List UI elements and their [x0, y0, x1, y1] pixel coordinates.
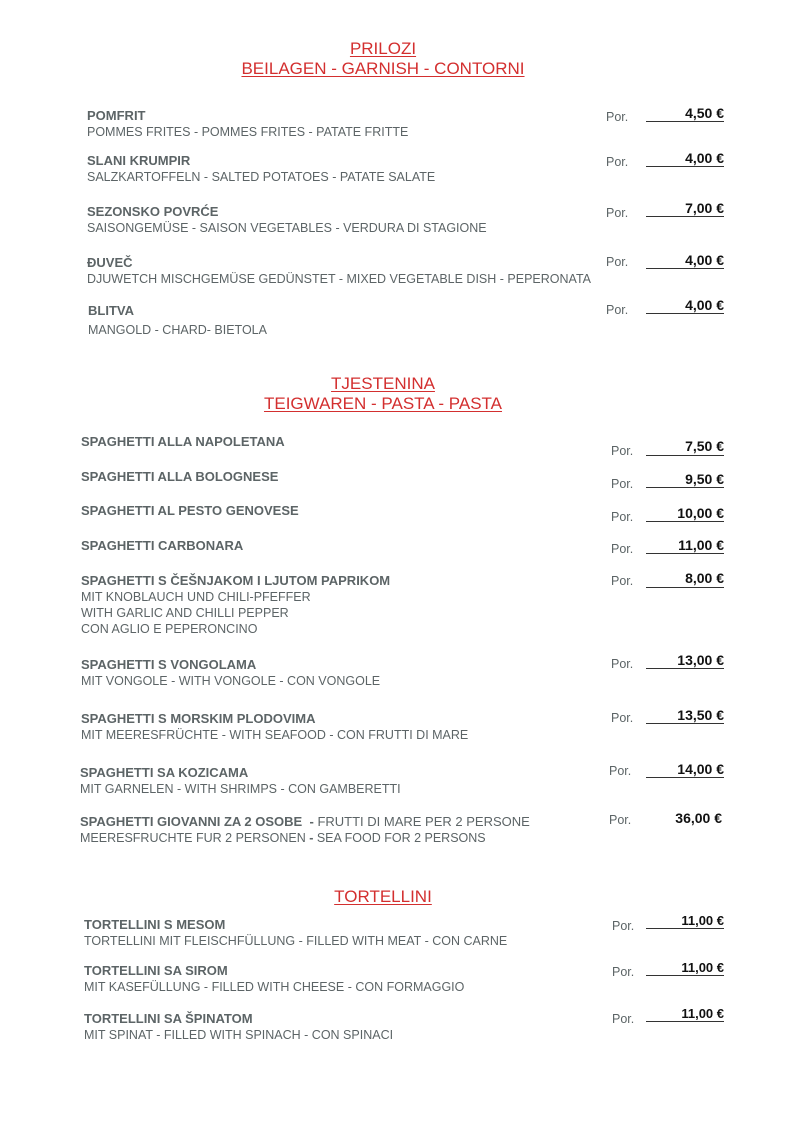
- price-underline: [646, 313, 724, 314]
- item-price: 11,00 €: [681, 960, 724, 975]
- item-price: 7,00 €: [685, 200, 724, 216]
- item-name: SPAGHETTI S VONGOLAMA: [81, 657, 257, 672]
- menu-item: [88, 303, 267, 338]
- price-underline: [646, 521, 724, 522]
- menu-item: [81, 657, 380, 689]
- portion-label: Por.: [611, 711, 634, 725]
- item-name: SPAGHETTI ALLA NAPOLETANA: [81, 434, 285, 449]
- item-name: SPAGHETTI ALLA BOLOGNESE: [81, 469, 279, 484]
- item-name: [80, 814, 530, 830]
- item-description: DJUWETCH MISCHGEMÜSE GEDÜNSTET - MIXED VEGETABLE DISH - PEPERONATA: [87, 272, 591, 286]
- menu-item: [80, 814, 530, 846]
- menu-item: [87, 204, 487, 236]
- item-name: TORTELLINI SA SIROM: [84, 963, 228, 978]
- item-description: MIT VONGOLE - WITH VONGOLE - CON VONGOLE: [81, 674, 381, 688]
- item-description: SALZKARTOFFELN - SALTED POTATOES - PATATE SALATE: [87, 170, 436, 184]
- portion-label: Por.: [611, 444, 634, 458]
- item-name: SPAGHETTI S ČEŠNJAKOM I LJUTOM PAPRIKOM: [81, 573, 391, 588]
- price-underline: [646, 1021, 724, 1022]
- item-name: SPAGHETTI CARBONARA: [81, 538, 244, 553]
- section-title-line: PRILOZI: [349, 39, 417, 58]
- item-name-tail: FRUTTI DI MARE PER 2 PERSONE: [317, 814, 530, 829]
- menu-item: [81, 711, 468, 743]
- portion-label: Por.: [611, 542, 634, 556]
- item-price: 13,50 €: [677, 707, 724, 723]
- price-underline: [646, 553, 724, 554]
- item-name: TORTELLINI SA ŠPINATOM: [84, 1011, 253, 1026]
- section-subtitle-line: TEIGWAREN - PASTA - PASTA: [263, 394, 503, 413]
- item-description: WITH GARLIC AND CHILLI PEPPER: [81, 606, 289, 620]
- item-name: SPAGHETTI S MORSKIM PLODOVIMA: [81, 711, 316, 726]
- item-name: POMFRIT: [87, 108, 146, 123]
- menu-item: [81, 503, 299, 519]
- portion-label: Por.: [609, 764, 632, 778]
- item-description: [80, 830, 530, 846]
- menu-item: [87, 108, 408, 140]
- portion-label: Por.: [611, 657, 634, 671]
- portion-label: Por.: [611, 574, 634, 588]
- section-title-line: TORTELLINI: [334, 887, 432, 906]
- price-underline: [646, 268, 724, 269]
- portion-label: Por.: [606, 206, 629, 220]
- menu-item: [84, 917, 507, 949]
- portion-label: Por.: [606, 110, 629, 124]
- price-underline: [646, 166, 724, 167]
- item-name: SLANI KRUMPIR: [87, 153, 191, 168]
- portion-label: Por.: [606, 303, 629, 317]
- item-price: 13,00 €: [677, 652, 724, 668]
- item-price: 10,00 €: [677, 505, 724, 521]
- menu-item: [80, 765, 401, 797]
- section-title-line: TJESTENINA: [331, 374, 435, 393]
- price-underline: [646, 723, 724, 724]
- item-price: 14,00 €: [677, 761, 724, 777]
- item-description-part: SEA FOOD FOR 2 PERSONS: [313, 831, 486, 845]
- portion-label: Por.: [611, 510, 634, 524]
- item-description: POMMES FRITES - POMMES FRITES - PATATE FRITTE: [87, 125, 409, 139]
- item-price: 36,00 €: [675, 810, 722, 826]
- item-name-dash: -: [309, 814, 314, 829]
- portion-label: Por.: [611, 477, 634, 491]
- price-underline: [646, 487, 724, 488]
- item-price: 4,00 €: [685, 252, 724, 268]
- item-name: SPAGHETTI AL PESTO GENOVESE: [81, 503, 299, 518]
- price-underline: [646, 455, 724, 456]
- menu-item: [81, 434, 285, 450]
- item-name: BLITVA: [88, 303, 134, 318]
- item-name: ĐUVEČ: [87, 255, 133, 270]
- item-description-part: MEERESFRUCHTE FUR 2 PERSONEN: [80, 831, 310, 845]
- item-description-dash: -: [309, 831, 314, 845]
- item-price: 4,00 €: [685, 150, 724, 166]
- price-underline: [646, 216, 724, 217]
- price-underline: [646, 121, 724, 122]
- item-price: 8,00 €: [685, 570, 724, 586]
- menu-item: [87, 255, 591, 287]
- price-underline: [646, 587, 724, 588]
- item-description: MIT GARNELEN - WITH SHRIMPS - CON GAMBERETTI: [80, 782, 401, 796]
- menu-item: [84, 1011, 393, 1043]
- item-description: MIT KASEFÜLLUNG - FILLED WITH CHEESE - CON FORMAGGIO: [84, 980, 465, 994]
- section-title-tortellini: [0, 887, 766, 907]
- item-price: 11,00 €: [681, 1006, 724, 1021]
- portion-label: Por.: [609, 813, 632, 827]
- portion-label: Por.: [612, 1012, 635, 1026]
- item-description: MIT SPINAT - FILLED WITH SPINACH - CON SPINACI: [84, 1028, 394, 1042]
- item-price: 7,50 €: [685, 438, 724, 454]
- item-description: MIT KNOBLAUCH UND CHILI-PFEFFER: [81, 590, 311, 604]
- item-description: TORTELLINI MIT FLEISCHFÜLLUNG - FILLED WITH MEAT - CON CARNE: [84, 934, 508, 948]
- item-price: 9,50 €: [685, 471, 724, 487]
- item-description: MANGOLD - CHARD- BIETOLA: [88, 323, 267, 337]
- menu-item: [81, 573, 390, 637]
- item-price: 4,50 €: [685, 105, 724, 121]
- item-description: MIT MEERESFRÜCHTE - WITH SEAFOOD - CON FRUTTI DI MARE: [81, 728, 469, 742]
- portion-label: Por.: [612, 919, 635, 933]
- menu-item: [84, 963, 464, 995]
- section-subtitle-line: BEILAGEN - GARNISH - CONTORNI: [241, 59, 525, 78]
- item-name: TORTELLINI S MESOM: [84, 917, 226, 932]
- item-name: SPAGHETTI SA KOZICAMA: [80, 765, 249, 780]
- portion-label: Por.: [612, 965, 635, 979]
- item-name: SEZONSKO POVRĆE: [87, 204, 219, 219]
- item-price: 11,00 €: [678, 537, 724, 553]
- item-description: CON AGLIO E PEPERONCINO: [81, 622, 258, 636]
- item-name-main: SPAGHETTI GIOVANNI ZA 2 OSOBE: [80, 814, 303, 829]
- price-underline: [646, 975, 724, 976]
- item-description: SAISONGEMÜSE - SAISON VEGETABLES - VERDURA DI STAGIONE: [87, 221, 487, 235]
- section-title-tjestenina: [0, 374, 766, 414]
- price-underline: [646, 668, 724, 669]
- menu-item: [87, 153, 435, 185]
- section-title-prilozi: [0, 39, 766, 79]
- menu-item: [81, 469, 278, 485]
- item-price: 4,00 €: [685, 297, 724, 313]
- item-price: 11,00 €: [681, 913, 724, 928]
- menu-item: [81, 538, 243, 554]
- price-underline: [646, 928, 724, 929]
- portion-label: Por.: [606, 155, 629, 169]
- price-underline: [646, 777, 724, 778]
- portion-label: Por.: [606, 255, 629, 269]
